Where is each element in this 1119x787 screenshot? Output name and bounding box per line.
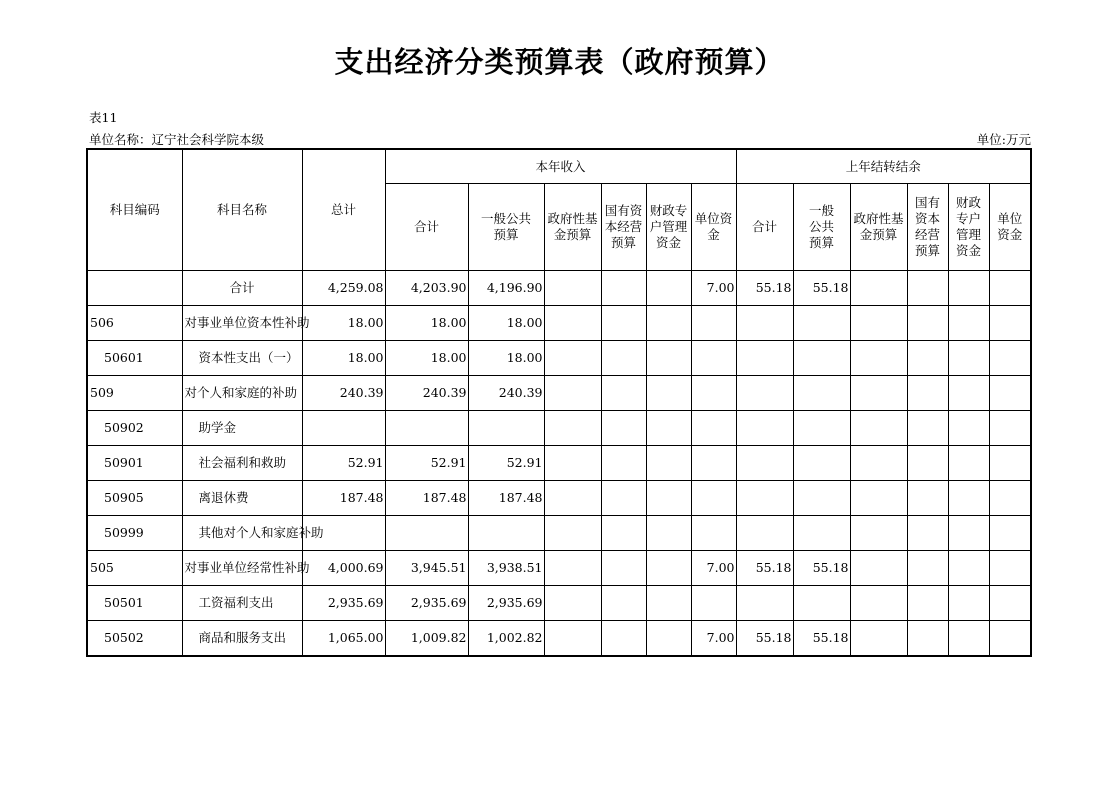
cell-py-sum [736,411,793,446]
cell-name: 对事业单位经常性补助 [182,551,302,586]
cell-cy-sum: 2,935.69 [385,586,468,621]
cell-cy-unit [691,376,736,411]
cell-code: 509 [87,376,182,411]
cell-py-special [948,376,989,411]
cell-cy-sum: 52.91 [385,446,468,481]
cell-cy-state [601,551,646,586]
cell-code: 50502 [87,621,182,657]
cell-cy-special [646,376,691,411]
cell-cy-fund [544,586,601,621]
cell-cy-sum: 240.39 [385,376,468,411]
cell-py-special [948,586,989,621]
cell-cy-unit [691,306,736,341]
cell-cy-unit [691,481,736,516]
cell-py-unit [989,586,1031,621]
cell-py-fund [850,551,907,586]
unit-name-label: 单位名称：辽宁社会科学院本级 [89,132,265,147]
cell-total: 187.48 [302,481,385,516]
cell-cy-gen: 52.91 [468,446,544,481]
cell-py-fund [850,376,907,411]
cell-py-unit [989,551,1031,586]
cell-py-gen: 55.18 [793,271,850,306]
cell-cy-special [646,446,691,481]
header-code: 科目编码 [87,149,182,271]
cell-py-sum: 55.18 [736,621,793,657]
cell-cy-gen: 187.48 [468,481,544,516]
page-title: 支出经济分类预算表（政府预算） [334,45,785,79]
cell-cy-special [646,516,691,551]
header-py-general: 一般公共预算 [793,184,850,271]
cell-cy-fund [544,306,601,341]
cell-py-special [948,411,989,446]
cell-py-special [948,271,989,306]
header-py-special-account: 财政专户管理资金 [948,184,989,271]
cell-cy-fund [544,376,601,411]
header-current-year: 本年收入 [385,149,736,184]
table-header [87,149,1031,271]
cell-py-state [907,551,948,586]
header-cy-sum: 合计 [385,184,468,271]
cell-cy-fund [544,271,601,306]
cell-cy-state [601,446,646,481]
cell-cy-gen: 240.39 [468,376,544,411]
cell-cy-fund [544,621,601,657]
table-row [87,586,1031,621]
cell-py-sum [736,586,793,621]
cell-cy-unit [691,446,736,481]
cell-total: 1,065.00 [302,621,385,657]
cell-cy-unit: 7.00 [691,621,736,657]
cell-cy-special [646,551,691,586]
cell-cy-state [601,411,646,446]
cell-cy-gen [468,411,544,446]
cell-py-sum: 55.18 [736,551,793,586]
header-py-state-capital: 国有资本经营预算 [907,184,948,271]
cell-cy-state [601,621,646,657]
cell-name: 其他对个人和家庭补助 [182,516,302,551]
cell-py-fund [850,411,907,446]
cell-cy-unit [691,586,736,621]
cell-cy-sum: 187.48 [385,481,468,516]
cell-cy-special [646,621,691,657]
cell-name: 资本性支出（一） [182,341,302,376]
cell-py-sum [736,481,793,516]
cell-py-sum [736,446,793,481]
cell-py-gen: 55.18 [793,621,850,657]
cell-code: 50902 [87,411,182,446]
cell-py-state [907,341,948,376]
cell-py-sum [736,341,793,376]
cell-py-unit [989,516,1031,551]
header-py-fund: 政府性基金预算 [850,184,907,271]
cell-py-state [907,376,948,411]
cell-total: 18.00 [302,306,385,341]
cell-py-unit [989,306,1031,341]
cell-name: 商品和服务支出 [182,621,302,657]
cell-cy-sum: 4,203.90 [385,271,468,306]
cell-py-unit [989,481,1031,516]
cell-py-state [907,516,948,551]
cell-cy-unit [691,516,736,551]
cell-py-gen [793,586,850,621]
cell-total: 18.00 [302,341,385,376]
cell-py-sum [736,376,793,411]
cell-cy-sum: 3,945.51 [385,551,468,586]
table-row [87,376,1031,411]
cell-cy-sum: 18.00 [385,341,468,376]
cell-py-fund [850,586,907,621]
cell-code: 50905 [87,481,182,516]
cell-cy-special [646,306,691,341]
cell-cy-special [646,586,691,621]
cell-cy-sum: 1,009.82 [385,621,468,657]
table-row [87,516,1031,551]
cell-name: 对事业单位资本性补助 [182,306,302,341]
cell-code [87,271,182,306]
cell-code: 50901 [87,446,182,481]
cell-py-gen [793,376,850,411]
header-cy-state-capital: 国有资本经营预算 [601,184,646,271]
cell-py-state [907,446,948,481]
cell-py-fund [850,481,907,516]
cell-cy-sum: 18.00 [385,306,468,341]
cell-cy-state [601,586,646,621]
cell-py-special [948,481,989,516]
cell-cy-unit [691,341,736,376]
cell-cy-gen: 4,196.90 [468,271,544,306]
cell-name: 离退休费 [182,481,302,516]
cell-py-sum: 55.18 [736,271,793,306]
cell-py-unit [989,621,1031,657]
cell-cy-unit: 7.00 [691,271,736,306]
cell-py-sum [736,306,793,341]
cell-py-fund [850,621,907,657]
cell-cy-fund [544,341,601,376]
cell-total: 240.39 [302,376,385,411]
cell-cy-state [601,481,646,516]
cell-code: 50999 [87,516,182,551]
cell-cy-unit: 7.00 [691,551,736,586]
cell-cy-special [646,411,691,446]
cell-cy-state [601,271,646,306]
cell-py-gen [793,341,850,376]
header-cy-special-account: 财政专户管理资金 [646,184,691,271]
header-cy-unit-funds: 单位资金 [691,184,736,271]
cell-total: 4,000.69 [302,551,385,586]
cell-cy-sum [385,516,468,551]
cell-code: 506 [87,306,182,341]
cell-name: 合计 [182,271,302,306]
cell-cy-fund [544,411,601,446]
cell-total: 52.91 [302,446,385,481]
cell-py-unit [989,446,1031,481]
table-row [87,481,1031,516]
cell-name: 社会福利和救助 [182,446,302,481]
header-cy-general: 一般公共预算 [468,184,544,271]
header-total: 总计 [302,149,385,271]
cell-py-fund [850,446,907,481]
header-py-unit-funds: 单位资金 [989,184,1031,271]
cell-cy-unit [691,411,736,446]
cell-total: 4,259.08 [302,271,385,306]
table-row [87,411,1031,446]
cell-name: 对个人和家庭的补助 [182,376,302,411]
cell-cy-state [601,341,646,376]
cell-py-state [907,621,948,657]
cell-py-special [948,551,989,586]
cell-py-unit [989,411,1031,446]
table-body [87,271,1031,657]
table-row [87,551,1031,586]
cell-code: 505 [87,551,182,586]
cell-py-fund [850,271,907,306]
header-name: 科目名称 [182,149,302,271]
cell-py-gen [793,516,850,551]
cell-cy-fund [544,446,601,481]
cell-name: 工资福利支出 [182,586,302,621]
cell-py-state [907,411,948,446]
cell-py-special [948,621,989,657]
cell-cy-special [646,481,691,516]
cell-py-special [948,341,989,376]
cell-py-fund [850,516,907,551]
table-row [87,271,1031,306]
cell-py-gen [793,446,850,481]
cell-py-fund [850,341,907,376]
cell-py-state [907,306,948,341]
header-prior-carryover: 上年结转结余 [736,149,1031,184]
currency-unit-label: 单位:万元 [976,132,1031,147]
cell-cy-special [646,341,691,376]
table-row [87,306,1031,341]
header-cy-fund: 政府性基金预算 [544,184,601,271]
cell-py-special [948,306,989,341]
cell-total: 2,935.69 [302,586,385,621]
cell-cy-fund [544,551,601,586]
cell-code: 50501 [87,586,182,621]
budget-table [86,148,1032,657]
cell-py-special [948,516,989,551]
cell-py-gen: 55.18 [793,551,850,586]
cell-py-gen [793,306,850,341]
cell-cy-state [601,516,646,551]
cell-cy-gen [468,516,544,551]
cell-py-state [907,271,948,306]
cell-cy-gen: 18.00 [468,306,544,341]
cell-cy-gen: 3,938.51 [468,551,544,586]
cell-cy-gen: 18.00 [468,341,544,376]
table-row [87,341,1031,376]
cell-code: 50601 [87,341,182,376]
cell-cy-gen: 2,935.69 [468,586,544,621]
cell-py-sum [736,516,793,551]
table-row [87,621,1031,657]
cell-cy-gen: 1,002.82 [468,621,544,657]
cell-name: 助学金 [182,411,302,446]
cell-py-unit [989,271,1031,306]
cell-cy-fund [544,481,601,516]
cell-cy-state [601,376,646,411]
cell-py-unit [989,341,1031,376]
cell-py-fund [850,306,907,341]
cell-cy-sum [385,411,468,446]
table-row [87,446,1031,481]
cell-py-gen [793,411,850,446]
cell-py-state [907,586,948,621]
cell-cy-state [601,306,646,341]
header-py-sum: 合计 [736,184,793,271]
cell-py-unit [989,376,1031,411]
cell-py-gen [793,481,850,516]
table-number: 表11 [89,110,118,125]
cell-total [302,411,385,446]
cell-py-state [907,481,948,516]
cell-cy-fund [544,516,601,551]
cell-py-special [948,446,989,481]
cell-cy-special [646,271,691,306]
